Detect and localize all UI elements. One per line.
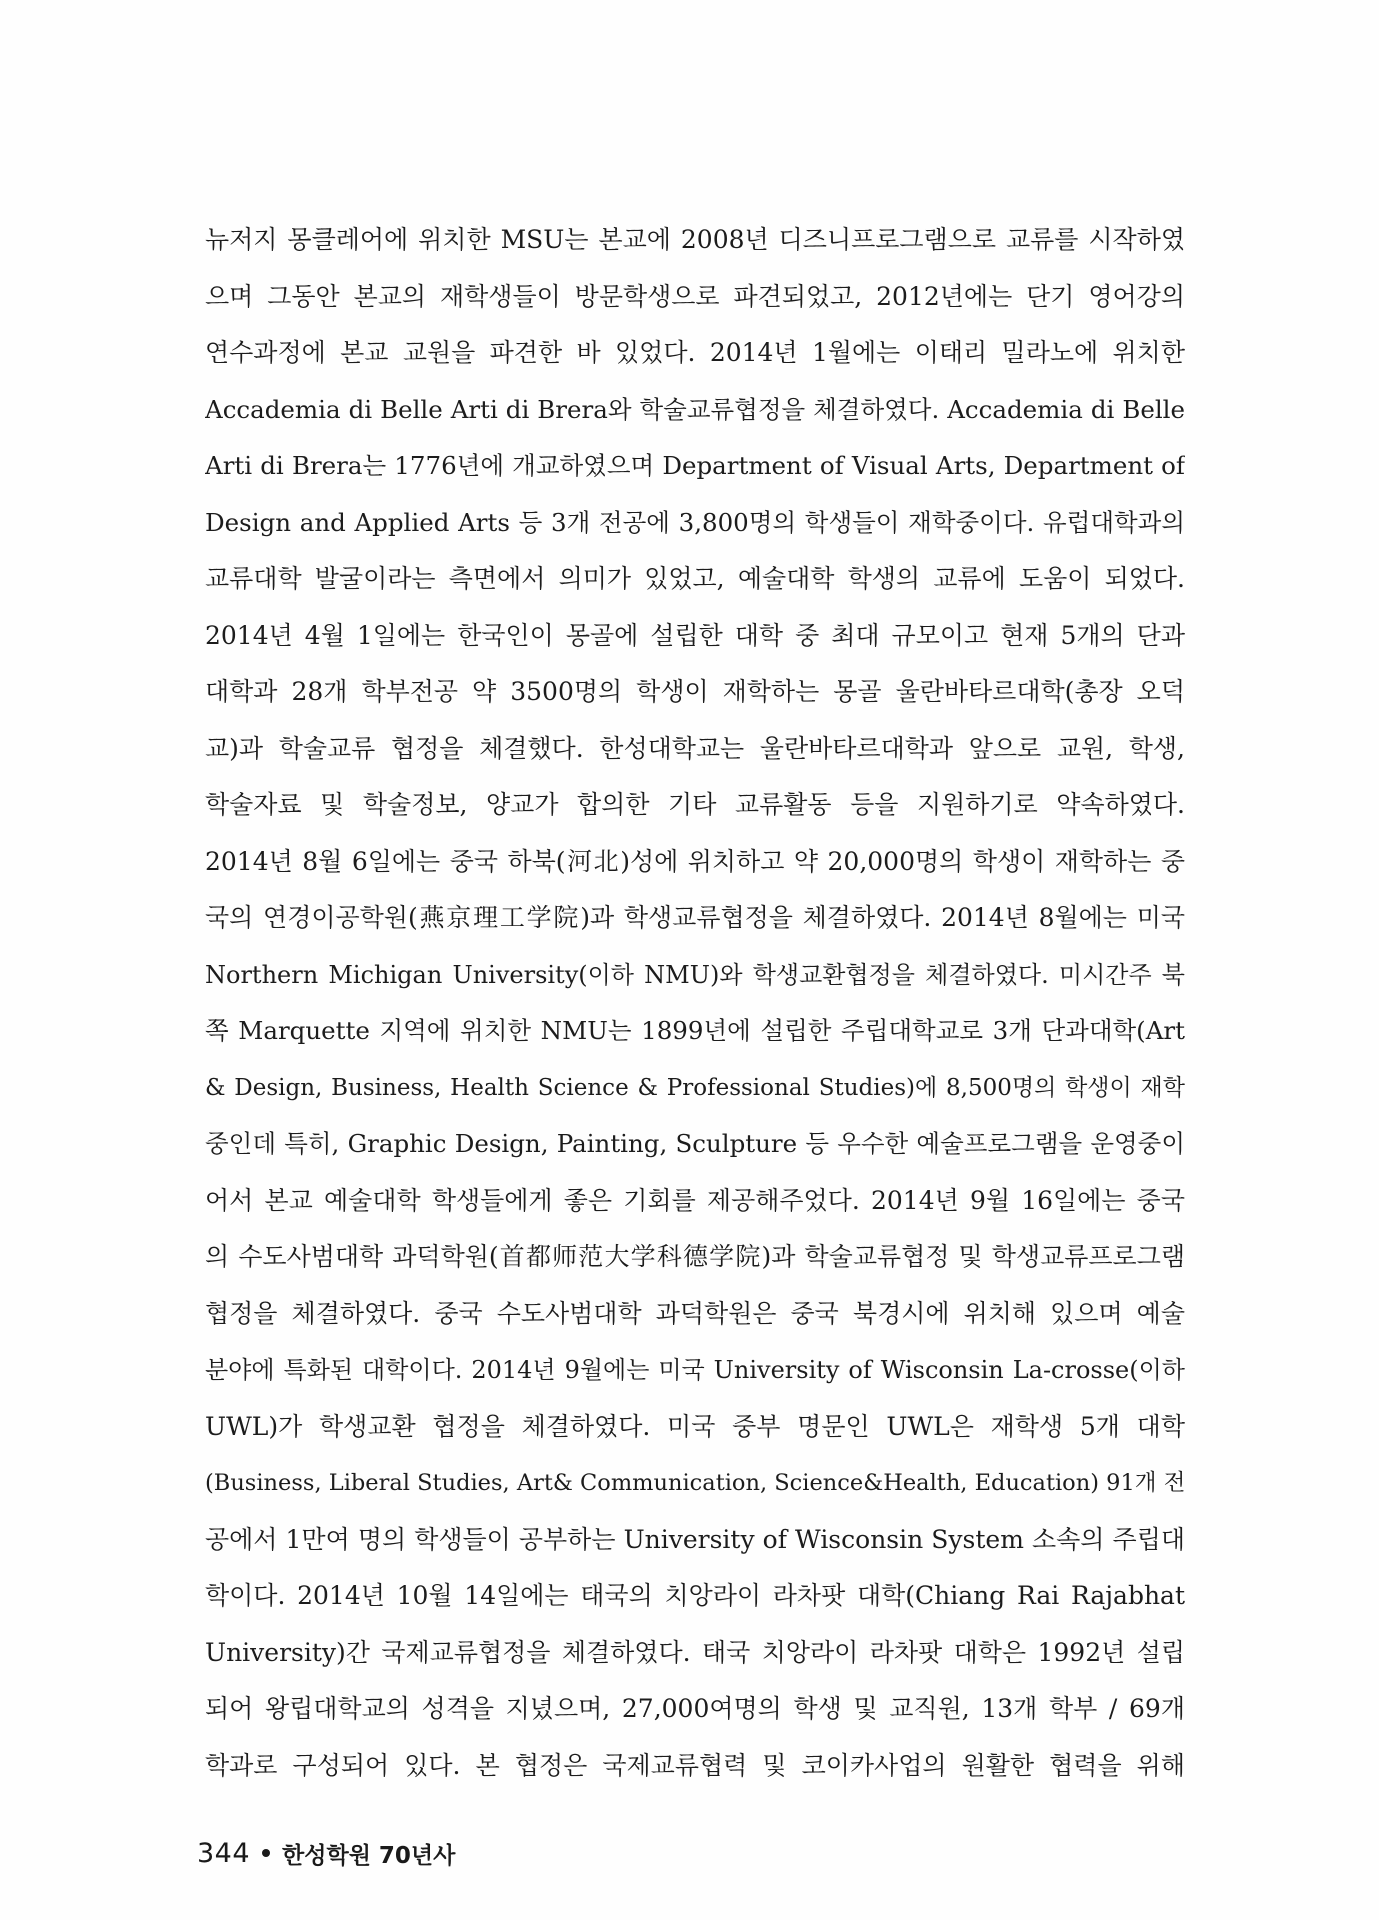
text-line-18: 어서 본교 예술대학 학생들에게 좋은 기회를 제공해주었다. 2014년 9월 16일에는 중국	[205, 1185, 1185, 1215]
text-line-23: (Business, Liberal Studies, Art& Communication, Science&Health, Education) 91개 전	[205, 1470, 1185, 1496]
text-line-19: 의 수도사범대학 과덕학원(首都师范大学科德学院)과 학술교류협정 및 학생교류프로그램	[205, 1242, 1185, 1271]
text-line-16: & Design, Business, Health Science & Professional Studies)에 8,500명의 학생이 재학	[205, 1074, 1185, 1101]
text-line-14: Northern Michigan University(이하 NMU)와 학생교환협정을 체결하였다. 미시간주 북	[205, 960, 1185, 989]
page-number: 344	[197, 1837, 251, 1869]
text-line-12: 2014년 8월 6일에는 중국 하북(河北)성에 위치하고 약 20,000명의 학생이 재학하는 중	[205, 846, 1185, 876]
text-line-1: 뉴저지 몽클레어에 위치한 MSU는 본교에 2008년 디즈니프로그램으로 교류를 시작하였	[205, 225, 1185, 254]
text-line-11: 학술자료 및 학술정보, 양교가 합의한 기타 교류활동 등을 지원하기로 약속하였다.	[205, 790, 1185, 819]
text-line-2: 으며 그동안 본교의 재학생들이 방문학생으로 파견되었고, 2012년에는 단기 영어강의	[205, 281, 1185, 311]
text-line-24: 공에서 1만여 명의 학생들이 공부하는 University of Wisconsin System 소속의 주립대	[205, 1524, 1185, 1554]
text-line-15: 쪽 Marquette 지역에 위치한 NMU는 1899년에 설립한 주립대학교로 3개 단과대학(Art	[205, 1016, 1185, 1045]
text-line-9: 대학과 28개 학부전공 약 3500명의 학생이 재학하는 몽골 울란바타르대학(총장 오덕	[205, 677, 1185, 706]
text-line-6: Design and Applied Arts 등 3개 전공에 3,800명의 학생들이 재학중이다. 유럽대학과의	[205, 507, 1185, 537]
text-line-25: 학이다. 2014년 10월 14일에는 태국의 치앙라이 라차팟 대학(Chiang Rai Rajabhat	[205, 1581, 1185, 1610]
bullet-dot-icon	[262, 1849, 270, 1857]
text-line-21: 분야에 특화된 대학이다. 2014년 9월에는 미국 University of Wisconsin La-crosse(이하	[205, 1356, 1185, 1384]
text-line-5: Arti di Brera는 1776년에 개교하였으며 Department of Visual Arts, Department of	[205, 451, 1185, 480]
text-line-28: 학과로 구성되어 있다. 본 협정은 국제교류협력 및 코이카사업의 원활한 협력을 위해	[205, 1750, 1185, 1780]
text-line-13: 국의 연경이공학원(燕京理工学院)과 학생교류협정을 체결하였다. 2014년 8월에는 미국	[205, 903, 1185, 932]
text-line-26: University)간 국제교류협정을 체결하였다. 태국 치앙라이 라차팟 대학은 1992년 설립	[205, 1637, 1185, 1667]
body-paragraph	[205, 212, 1185, 1794]
book-title: 한성학원 70년사	[282, 1842, 456, 1869]
text-line-10: 교)과 학술교류 협정을 체결했다. 한성대학교는 울란바타르대학과 앞으로 교원, 학생,	[205, 733, 1185, 763]
text-line-8: 2014년 4월 1일에는 한국인이 몽골에 설립한 대학 중 최대 규모이고 현재 5개의 단과	[205, 620, 1185, 650]
text-line-3: 연수과정에 본교 교원을 파견한 바 있었다. 2014년 1월에는 이태리 밀라노에 위치한	[205, 338, 1185, 367]
text-line-7: 교류대학 발굴이라는 측면에서 의미가 있었고, 예술대학 학생의 교류에 도움이 되었다.	[205, 564, 1185, 593]
text-line-22: UWL)가 학생교환 협정을 체결하였다. 미국 중부 명문인 UWL은 재학생 5개 대학	[205, 1411, 1185, 1441]
text-line-27: 되어 왕립대학교의 성격을 지녔으며, 27,000여명의 학생 및 교직원, 13개 학부 / 69개	[205, 1694, 1185, 1723]
text-line-17: 중인데 특히, Graphic Design, Painting, Sculpture 등 우수한 예술프로그램을 운영중이	[205, 1129, 1185, 1158]
text-line-4: Accademia di Belle Arti di Brera와 학술교류협정을 체결하였다. Accademia di Belle	[205, 394, 1185, 424]
text-line-20: 협정을 체결하였다. 중국 수도사범대학 과덕학원은 중국 북경시에 위치해 있으며 예술	[205, 1298, 1185, 1328]
page-footer	[197, 1833, 455, 1873]
